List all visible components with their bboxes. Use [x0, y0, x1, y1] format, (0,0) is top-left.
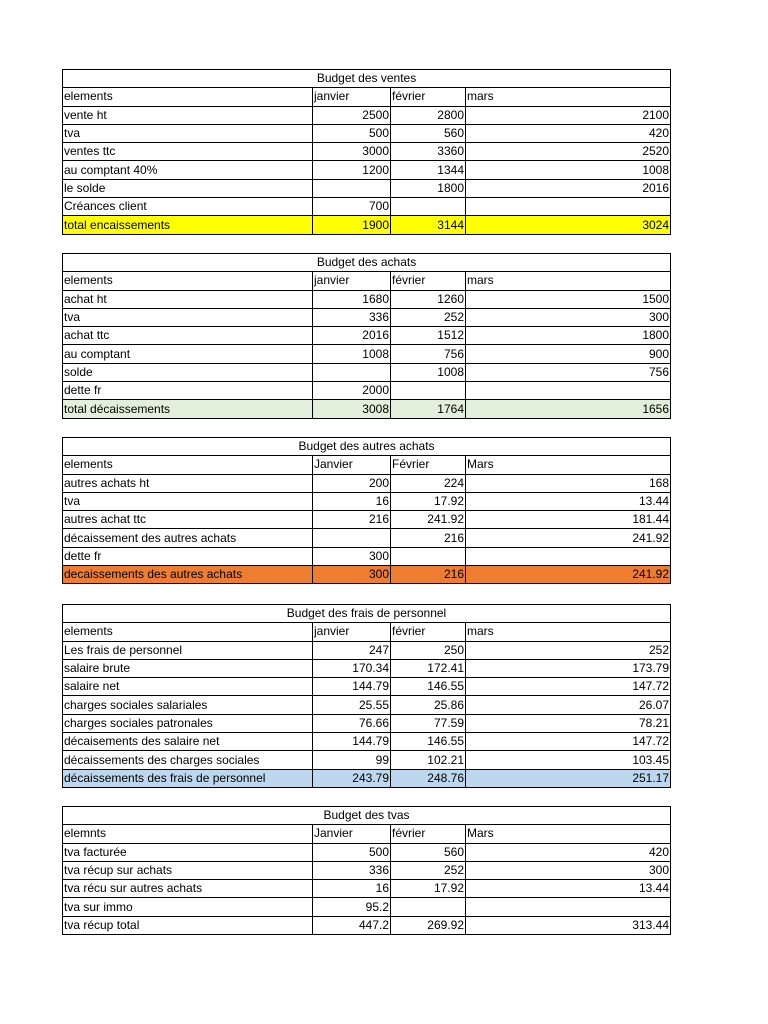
cell-mars: 900	[466, 345, 671, 363]
table-row	[63, 492, 671, 510]
cell-mars: 252	[466, 641, 671, 659]
cell-fevrier: 2800	[391, 106, 466, 124]
cell-janvier	[313, 179, 391, 197]
budget-autres-achats-table	[62, 437, 671, 584]
table-row	[63, 659, 671, 677]
cell-mars: 26.07	[466, 696, 671, 714]
table-title: Budget des autres achats	[63, 438, 671, 456]
budget-frais-personnel-table	[62, 604, 671, 788]
cell-fevrier: 1008	[391, 363, 466, 381]
header-cell: janvier	[313, 88, 391, 106]
budget-ventes-table	[62, 69, 671, 235]
cell-fevrier: 102.21	[391, 751, 466, 769]
cell-fevrier: 252	[391, 861, 466, 879]
header-cell: Janvier	[313, 825, 391, 843]
row-label: décaisements des salaire net	[63, 733, 313, 751]
cell-janvier: 170.34	[313, 659, 391, 677]
row-label: dette fr	[63, 547, 313, 565]
cell-mars: 78.21	[466, 714, 671, 732]
cell-fevrier	[391, 547, 466, 565]
cell-fevrier: 146.55	[391, 733, 466, 751]
header-cell: Mars	[466, 456, 671, 474]
cell-fevrier: 224	[391, 474, 466, 492]
table-row	[63, 179, 671, 197]
cell-janvier: 1900	[313, 216, 391, 234]
table-row	[63, 529, 671, 547]
table-row	[63, 880, 671, 898]
cell-mars: 2100	[466, 106, 671, 124]
cell-mars: 420	[466, 124, 671, 142]
table-row	[63, 327, 671, 345]
cell-mars: 313.44	[466, 916, 671, 934]
cell-mars: 420	[466, 843, 671, 861]
table-title: Budget des tvas	[63, 807, 671, 825]
table-title-row	[63, 254, 671, 272]
cell-fevrier: 3360	[391, 143, 466, 161]
header-cell: février	[391, 272, 466, 290]
budget-tvas-table	[62, 806, 671, 935]
table-title-row	[63, 438, 671, 456]
cell-mars: 1656	[466, 400, 671, 418]
cell-janvier: 16	[313, 880, 391, 898]
table-header-row	[63, 88, 671, 106]
total-row	[63, 769, 671, 787]
cell-fevrier: 248.76	[391, 769, 466, 787]
row-label: décaissements des frais de personnel	[63, 769, 313, 787]
cell-mars: 13.44	[466, 492, 671, 510]
cell-janvier: 1008	[313, 345, 391, 363]
cell-mars: 241.92	[466, 566, 671, 584]
cell-janvier: 247	[313, 641, 391, 659]
table-row	[63, 143, 671, 161]
cell-fevrier	[391, 898, 466, 916]
cell-mars: 181.44	[466, 511, 671, 529]
row-label: décaissement des autres achats	[63, 529, 313, 547]
cell-fevrier	[391, 198, 466, 216]
row-label: salaire net	[63, 678, 313, 696]
table-row	[63, 898, 671, 916]
budget-achats-table	[62, 253, 671, 419]
row-label: tva facturée	[63, 843, 313, 861]
header-cell: mars	[466, 623, 671, 641]
cell-janvier	[313, 529, 391, 547]
cell-janvier: 95.2	[313, 898, 391, 916]
cell-janvier: 336	[313, 861, 391, 879]
cell-fevrier: 1344	[391, 161, 466, 179]
cell-mars: 300	[466, 861, 671, 879]
table-row	[63, 106, 671, 124]
cell-janvier: 1200	[313, 161, 391, 179]
row-label: autres achats ht	[63, 474, 313, 492]
cell-fevrier: 17.92	[391, 492, 466, 510]
table-header-row	[63, 272, 671, 290]
table-header-row	[63, 825, 671, 843]
table-title: Budget des frais de personnel	[63, 605, 671, 623]
cell-janvier: 500	[313, 843, 391, 861]
row-label: autres achat ttc	[63, 511, 313, 529]
total-row	[63, 400, 671, 418]
cell-fevrier: 216	[391, 529, 466, 547]
row-label: salaire brute	[63, 659, 313, 677]
cell-janvier: 76.66	[313, 714, 391, 732]
header-cell: janvier	[313, 623, 391, 641]
cell-fevrier: 216	[391, 566, 466, 584]
table-row	[63, 843, 671, 861]
row-label: tva	[63, 308, 313, 326]
cell-mars: 241.92	[466, 529, 671, 547]
row-label: tva récup sur achats	[63, 861, 313, 879]
cell-fevrier: 250	[391, 641, 466, 659]
row-label: dette fr	[63, 382, 313, 400]
cell-mars: 1008	[466, 161, 671, 179]
cell-fevrier: 560	[391, 124, 466, 142]
table-row	[63, 345, 671, 363]
row-label: vente ht	[63, 106, 313, 124]
header-cell: elements	[63, 88, 313, 106]
cell-fevrier: 172.41	[391, 659, 466, 677]
cell-mars	[466, 382, 671, 400]
row-label: le solde	[63, 179, 313, 197]
cell-mars	[466, 547, 671, 565]
header-cell: février	[391, 623, 466, 641]
cell-mars: 1800	[466, 327, 671, 345]
cell-janvier: 144.79	[313, 733, 391, 751]
cell-mars: 173.79	[466, 659, 671, 677]
header-cell: elements	[63, 456, 313, 474]
row-label: tva	[63, 492, 313, 510]
header-cell: mars	[466, 88, 671, 106]
table-row	[63, 363, 671, 381]
row-label: charges sociales salariales	[63, 696, 313, 714]
cell-janvier: 144.79	[313, 678, 391, 696]
row-label: achat ht	[63, 290, 313, 308]
cell-mars	[466, 198, 671, 216]
header-cell: février	[391, 825, 466, 843]
cell-mars: 756	[466, 363, 671, 381]
table-title-row	[63, 807, 671, 825]
header-cell: elements	[63, 272, 313, 290]
header-cell: janvier	[313, 272, 391, 290]
header-cell: elemnts	[63, 825, 313, 843]
row-label: decaissements des autres achats	[63, 566, 313, 584]
cell-janvier: 99	[313, 751, 391, 769]
cell-janvier: 336	[313, 308, 391, 326]
cell-mars: 2520	[466, 143, 671, 161]
cell-janvier: 243.79	[313, 769, 391, 787]
cell-mars: 2016	[466, 179, 671, 197]
row-label: tva récup total	[63, 916, 313, 934]
table-title: Budget des achats	[63, 254, 671, 272]
cell-fevrier: 1260	[391, 290, 466, 308]
table-header-row	[63, 456, 671, 474]
cell-fevrier: 1764	[391, 400, 466, 418]
cell-mars: 103.45	[466, 751, 671, 769]
cell-janvier: 300	[313, 566, 391, 584]
cell-janvier: 216	[313, 511, 391, 529]
total-row	[63, 566, 671, 584]
row-label: au comptant	[63, 345, 313, 363]
table-row	[63, 511, 671, 529]
cell-janvier: 500	[313, 124, 391, 142]
cell-janvier: 200	[313, 474, 391, 492]
cell-janvier: 2500	[313, 106, 391, 124]
total-row	[63, 216, 671, 234]
table-title-row	[63, 70, 671, 88]
row-label: au comptant 40%	[63, 161, 313, 179]
table-row	[63, 751, 671, 769]
cell-fevrier: 77.59	[391, 714, 466, 732]
row-label: décaissements des charges sociales	[63, 751, 313, 769]
header-cell: février	[391, 88, 466, 106]
table-row	[63, 714, 671, 732]
row-label: Les frais de personnel	[63, 641, 313, 659]
cell-fevrier: 3144	[391, 216, 466, 234]
table-row	[63, 916, 671, 934]
table-row	[63, 696, 671, 714]
row-label: tva	[63, 124, 313, 142]
cell-fevrier: 756	[391, 345, 466, 363]
cell-fevrier: 1512	[391, 327, 466, 345]
cell-mars: 251.17	[466, 769, 671, 787]
cell-mars: 147.72	[466, 678, 671, 696]
cell-fevrier	[391, 382, 466, 400]
cell-janvier: 1680	[313, 290, 391, 308]
cell-janvier: 700	[313, 198, 391, 216]
row-label: total décaissements	[63, 400, 313, 418]
cell-janvier: 3008	[313, 400, 391, 418]
row-label: solde	[63, 363, 313, 381]
cell-fevrier: 146.55	[391, 678, 466, 696]
cell-mars	[466, 898, 671, 916]
header-cell: Janvier	[313, 456, 391, 474]
row-label: total encaissements	[63, 216, 313, 234]
table-row	[63, 198, 671, 216]
header-cell: Mars	[466, 825, 671, 843]
table-row	[63, 308, 671, 326]
cell-fevrier: 560	[391, 843, 466, 861]
cell-mars: 3024	[466, 216, 671, 234]
table-row	[63, 382, 671, 400]
cell-janvier: 447.2	[313, 916, 391, 934]
cell-janvier: 25.55	[313, 696, 391, 714]
row-label: charges sociales patronales	[63, 714, 313, 732]
cell-fevrier: 25.86	[391, 696, 466, 714]
header-cell: elements	[63, 623, 313, 641]
header-cell: mars	[466, 272, 671, 290]
cell-mars: 300	[466, 308, 671, 326]
header-cell: Février	[391, 456, 466, 474]
table-row	[63, 474, 671, 492]
row-label: ventes ttc	[63, 143, 313, 161]
cell-janvier: 300	[313, 547, 391, 565]
table-row	[63, 161, 671, 179]
table-title-row	[63, 605, 671, 623]
cell-mars: 13.44	[466, 880, 671, 898]
table-row	[63, 861, 671, 879]
cell-mars: 147.72	[466, 733, 671, 751]
table-header-row	[63, 623, 671, 641]
cell-fevrier: 269.92	[391, 916, 466, 934]
row-label: achat ttc	[63, 327, 313, 345]
table-title: Budget des ventes	[63, 70, 671, 88]
row-label: tva sur immo	[63, 898, 313, 916]
cell-mars: 1500	[466, 290, 671, 308]
table-row	[63, 547, 671, 565]
table-row	[63, 290, 671, 308]
cell-fevrier: 241.92	[391, 511, 466, 529]
cell-janvier: 2000	[313, 382, 391, 400]
table-row	[63, 733, 671, 751]
table-row	[63, 124, 671, 142]
cell-fevrier: 1800	[391, 179, 466, 197]
row-label: Créances client	[63, 198, 313, 216]
cell-mars: 168	[466, 474, 671, 492]
cell-janvier: 16	[313, 492, 391, 510]
cell-janvier: 2016	[313, 327, 391, 345]
cell-fevrier: 252	[391, 308, 466, 326]
cell-janvier	[313, 363, 391, 381]
cell-fevrier: 17.92	[391, 880, 466, 898]
table-row	[63, 641, 671, 659]
table-row	[63, 678, 671, 696]
cell-janvier: 3000	[313, 143, 391, 161]
row-label: tva récu sur autres achats	[63, 880, 313, 898]
